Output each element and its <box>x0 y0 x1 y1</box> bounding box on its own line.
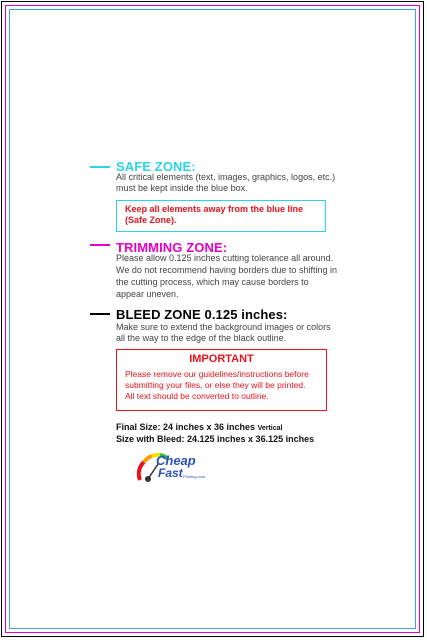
trimming-zone-body-line-3: the cutting process, which may cause borders to <box>116 277 309 287</box>
logo-word-printing: Printing.com <box>183 474 206 479</box>
important-title: IMPORTANT <box>189 353 254 365</box>
final-size-text: Final Size: 24 inches x 36 inches <box>116 422 256 432</box>
safe-zone-marker <box>90 166 110 168</box>
trimming-zone-body-line-2: We do not recommend having borders due to shifting in <box>116 265 337 275</box>
trimming-zone-body-line-1: Please allow 0.125 inches cutting tolerance all around. <box>116 253 334 263</box>
important-notice-box <box>116 349 327 411</box>
trimming-zone-title: TRIMMING ZONE: <box>116 240 228 255</box>
bleed-zone-marker <box>90 313 110 315</box>
logo-word-cheap: Cheap <box>156 453 196 468</box>
orientation-label: Vertical <box>257 425 283 432</box>
safe-zone-body-line-2: must be kept inside the blue box. <box>116 183 248 193</box>
safe-zone-title: SAFE ZONE: <box>116 159 196 174</box>
size-with-bleed: Size with Bleed: 24.125 inches x 36.125 inches <box>116 434 315 444</box>
important-body <box>125 369 320 403</box>
important-line-1: Please remove our guidelines/instructions before <box>125 369 309 379</box>
safe-zone-body-line-1: All critical elements (text, images, graphics, logos, etc.) <box>116 172 336 182</box>
logo-word-fast: Fast <box>158 466 183 480</box>
important-line-2: submitting your files, or else they will be printed. <box>125 380 306 391</box>
safe-zone-note-line-2: (Safe Zone). <box>125 215 177 225</box>
company-logo <box>134 450 214 486</box>
safe-zone-note-box <box>116 200 326 232</box>
trimming-zone-body-line-4: appear uneven. <box>116 289 179 299</box>
bleed-zone-title: BLEED ZONE 0.125 inches: <box>116 307 288 322</box>
important-line-3: All text should be converted to outline. <box>125 391 269 402</box>
safe-zone-note-line-1: Keep all elements away from the blue line <box>125 204 304 214</box>
final-size <box>116 422 283 432</box>
trimming-zone-marker <box>90 244 110 246</box>
bleed-zone-body-line-2: all the way to the edge of the black outline. <box>116 333 287 343</box>
bleed-zone-body-line-1: Make sure to extend the background images or colors <box>116 322 331 332</box>
